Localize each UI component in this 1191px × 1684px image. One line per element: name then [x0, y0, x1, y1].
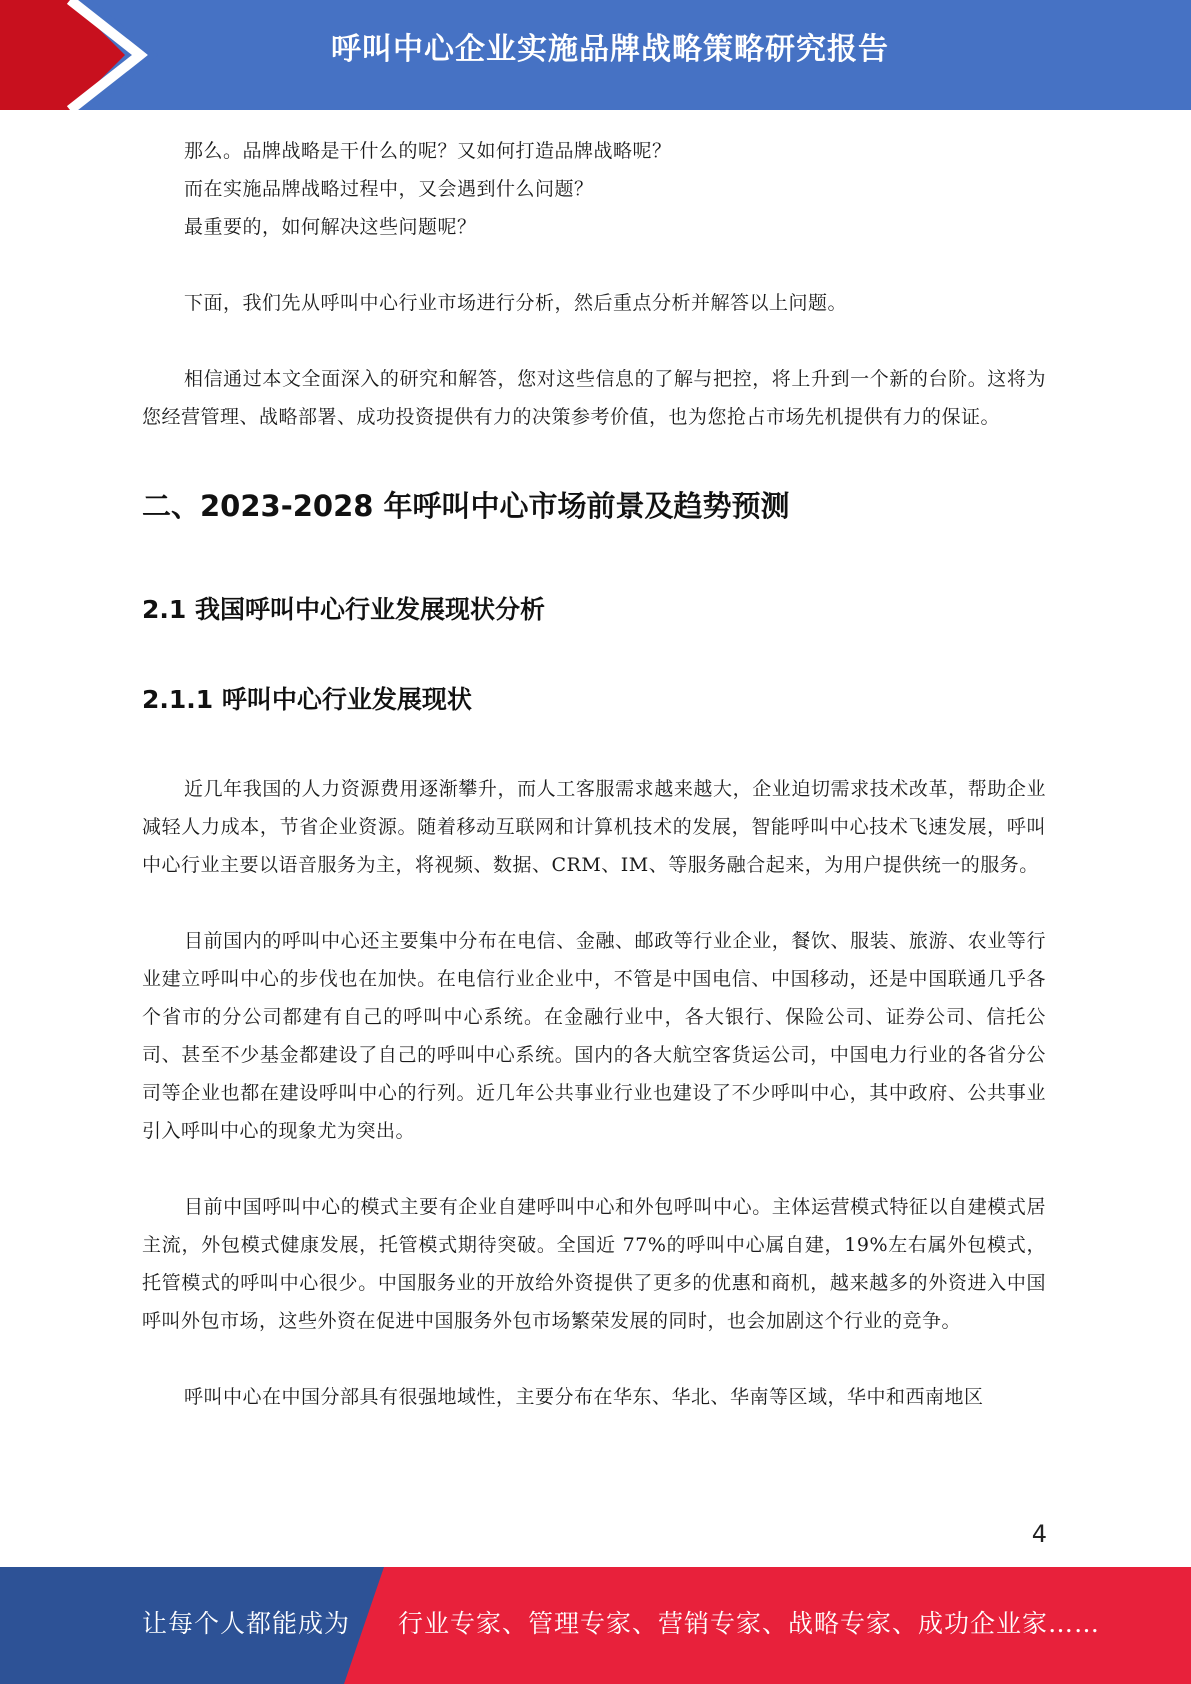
body-paragraph: 呼叫中心在中国分部具有很强地域性，主要分布在华东、华北、华南等区域，华中和西南地区: [184, 1386, 984, 1408]
page-footer: [0, 1567, 1191, 1684]
intro-question-3: 最重要的，如何解决这些问题呢？: [184, 216, 477, 238]
intro-paragraph-1: 下面，我们先从呼叫中心行业市场进行分析，然后重点分析并解答以上问题。: [184, 292, 848, 314]
page-header: [0, 0, 1191, 110]
page-number: 4: [1031, 1520, 1047, 1548]
page-content: [142, 132, 1046, 1416]
body-paragraph: 近几年我国的人力资源费用逐渐攀升，而人工客服需求越来越大，企业迫切需求技术改革，帮助企业减轻人力成本，节省企业资源。随着移动互联网和计算机技术的发展，智能呼叫中心技术飞速发展，呼叫中心行业主要以语音服务为主，将视频、数据、CRM、IM、等服务融合起来，为用户提供统一的服务。: [142, 778, 1046, 876]
body-paragraph: 目前中国呼叫中心的模式主要有企业自建呼叫中心和外包呼叫中心。主体运营模式特征以自建模式居主流，外包模式健康发展，托管模式期待突破。全国近 77%的呼叫中心属自建，19%左右属外包模式，托管模式的呼叫中心很少。中国服务业的开放给外资提供了更多的优惠和商机，越来越多的外资进入中国呼叫外包市场，这些外资在促进中国服务外包市场繁荣发展的同时，也会加剧这个行业的竞争。: [142, 1196, 1046, 1332]
subsection-heading: 2.1 我国呼叫中心行业发展现状分析: [142, 595, 545, 624]
body-paragraph: 目前国内的呼叫中心还主要集中分布在电信、金融、邮政等行业企业，餐饮、服装、旅游、农业等行业建立呼叫中心的步伐也在加快。在电信行业企业中，不管是中国电信、中国移动，还是中国联通几乎各个省市的分公司都建有自己的呼叫中心系统。在金融行业中，各大银行、保险公司、证券公司、信托公司、甚至不少基金都建设了自己的呼叫中心系统。国内的各大航空客货运公司，中国电力行业的各省分公司等企业也都在建设呼叫中心的行列。近几年公共事业行业也建设了不少呼叫中心，其中政府、公共事业引入呼叫中心的现象尤为突出。: [142, 930, 1046, 1142]
intro-question-2: 而在实施品牌战略过程中，又会遇到什么问题？: [184, 178, 594, 200]
footer-slogan-left: 让每个人都能成为: [142, 1609, 351, 1638]
footer-slogan-right: 行业专家、管理专家、营销专家、战略专家、成功企业家……: [398, 1609, 1101, 1638]
intro-paragraph-2: 相信通过本文全面深入的研究和解答，您对这些信息的了解与把控，将上升到一个新的台阶。这将为您经营管理、战略部署、成功投资提供有力的决策参考价值，也为您抢占市场先机提供有力的保证。: [142, 368, 1046, 428]
section-heading: 二、2023-2028 年呼叫中心市场前景及趋势预测: [142, 489, 790, 523]
report-title: 呼叫中心企业实施品牌战略策略研究报告: [331, 32, 889, 67]
intro-question-1: 那么。品牌战略是干什么的呢？又如何打造品牌战略呢？: [184, 140, 672, 162]
subsubsection-heading: 2.1.1 呼叫中心行业发展现状: [142, 685, 472, 714]
header-arrow-decoration: [0, 0, 160, 110]
